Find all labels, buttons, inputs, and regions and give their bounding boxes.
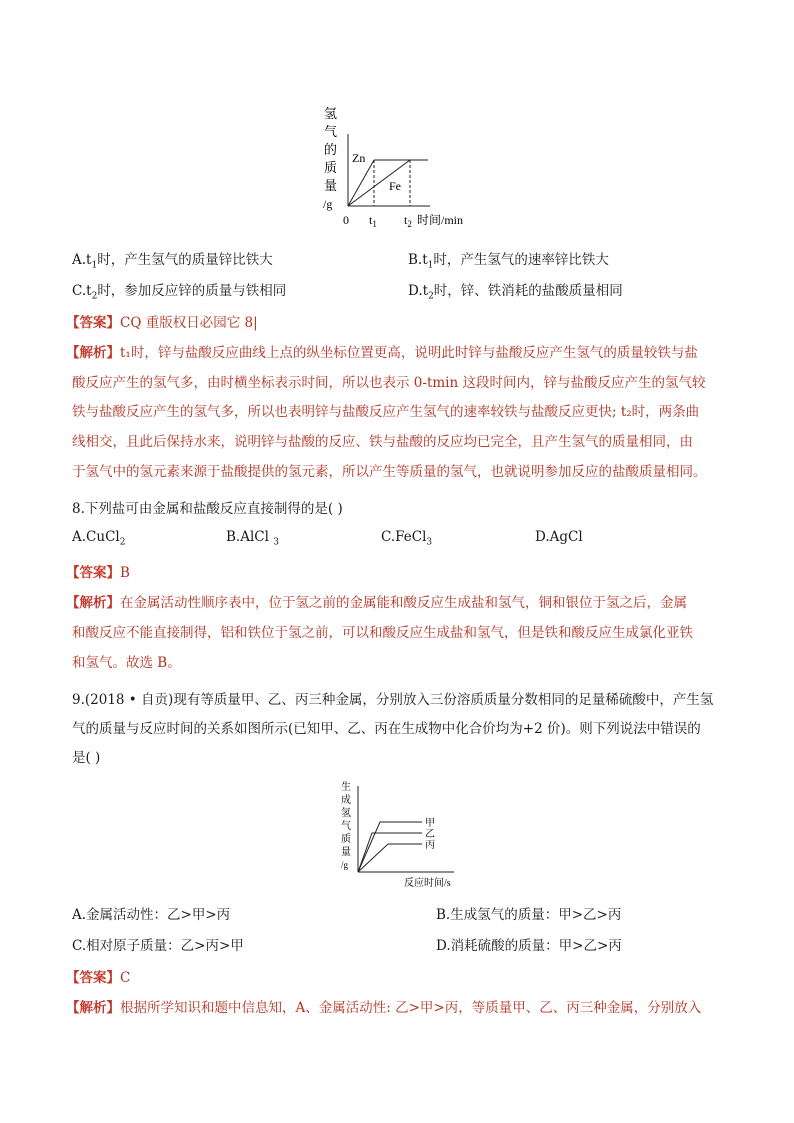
- q8-option-b[interactable]: B.AlCl $_3$: [226, 529, 279, 548]
- zn-label: Zn: [352, 151, 366, 165]
- q7-option-c[interactable]: $C.t_2$时，参加反应锌的质量与铁相同: [72, 283, 287, 302]
- q8-analysis-line: 【解析】在金属活动性顺序表中，位于氢之前的金属能和酸反应生成盐和氢气，铜和银位于氢之后，金属: [66, 595, 687, 611]
- fe-label: Fe: [389, 179, 401, 193]
- y-label-char: 生: [341, 782, 351, 793]
- q8-option-d[interactable]: D.AgCl: [535, 529, 583, 545]
- y-label-char: 气: [324, 124, 338, 139]
- q7-analysis-line: 【解析】t₁时，锌与盐酸反应曲线上点的纵坐标位置更高，说明此时锌与盐酸反应产生氢气的质量较铁与盐: [66, 345, 698, 361]
- q8-analysis-line: 和酸反应不能直接制得，铝和铁位于氢之前，可以和酸反应生成盐和氢气，但是铁和酸反应生成氯化亚铁: [72, 625, 693, 641]
- y-label-char: 量: [324, 178, 338, 193]
- origin-label: 0: [343, 213, 349, 227]
- y-label-char: 氢: [324, 106, 338, 121]
- q8-option-a[interactable]: A.CuCl$_2$: [72, 529, 126, 548]
- figure-zn-fe-hydrogen: [318, 104, 488, 230]
- series-jia: [358, 822, 422, 872]
- q8-stem: 8.下列盐可由金属和盐酸反应直接制得的是( ): [72, 501, 343, 517]
- q7-option-d[interactable]: $D.t_2$时，锌、铁消耗的盐酸质量相同: [408, 283, 623, 302]
- y-label-char: /g: [341, 860, 349, 870]
- x-label: 反应时间/s: [404, 878, 451, 889]
- q7-analysis-line: 铁与盐酸反应产生的氢气多，所以也表明锌与盐酸反应产生氢气的速率较铁与盐酸反应更快; t₂时，两条曲: [72, 404, 700, 420]
- q9-stem-line: 气的质量与反应时间的关系如图所示(已知甲、乙、丙在生成物中化合价均为+2 价)。则下列说法中错误的: [72, 721, 701, 737]
- zn-curve-rise: [348, 160, 374, 206]
- t1-label: $t_1$: [369, 213, 377, 229]
- q9-stem-line: 9.(2018 • 自贡)现有等质量甲、乙、丙三种金属，分别放入三份溶质质量分数相同的足量稀硫酸中，产生氢: [72, 692, 714, 708]
- q7-answer: 【答案】CQ 重版权日必园它 8|: [66, 315, 258, 331]
- q7-analysis-line: 酸反应产生的氢气多，由时横坐标表示时间，所以也表示 0-tmin 这段时间内，锌与盐酸反应产生的氢气较: [72, 375, 706, 391]
- q9-option-d[interactable]: D.消耗硫酸的质量：甲>乙>丙: [436, 938, 622, 954]
- y-label-char: 成: [341, 795, 351, 806]
- y-label-char: 质: [324, 160, 338, 175]
- series-bing: [358, 844, 422, 872]
- figure-hydrogen-vs-time: [336, 776, 464, 890]
- q9-stem-line: 是( ): [72, 750, 101, 766]
- q9-analysis-line: 【解析】根据所学知识和题中信息知，A、金属活动性: 乙>甲>丙，等质量甲、乙、丙三种金属，分别放入: [66, 1000, 702, 1016]
- y-label-char: 氢: [341, 808, 351, 819]
- y-label-char: 的: [324, 142, 338, 157]
- q9-option-b[interactable]: B.生成氢气的质量：甲>乙>丙: [436, 907, 622, 923]
- q7-analysis-line: 于氢气中的氢元素来源于盐酸提供的氢元素，所以产生等质量的氢气，也就说明参加反应的盐酸质量相同。: [72, 464, 707, 480]
- series-label-yi: 乙: [425, 829, 435, 840]
- q8-option-c[interactable]: C.FeCl$_3$: [381, 529, 433, 548]
- y-label-char: 气: [341, 821, 351, 832]
- q7-option-b[interactable]: $B.t_1$时，产生氢气的速率锌比铁大: [408, 252, 609, 271]
- y-label-char: 质: [341, 834, 351, 845]
- y-label-char: 量: [341, 847, 351, 858]
- q8-analysis-line: 和氢气。故选 B。: [72, 655, 181, 671]
- series-yi: [358, 833, 422, 872]
- q9-answer: 【答案】C: [66, 970, 131, 986]
- t2-label: $t_2$: [404, 213, 412, 229]
- y-label-char: /g: [323, 197, 333, 211]
- q9-option-c[interactable]: C.相对原子质量：乙>丙>甲: [72, 938, 244, 954]
- series-label-jia: 甲: [425, 818, 435, 829]
- x-label: 时间/min: [417, 213, 464, 227]
- q7-analysis-line: 线相交，且此后保持水来，说明锌与盐酸的反应、铁与盐酸的反应均已完全，且产生氢气的质量相同，由: [72, 434, 693, 450]
- q9-option-a[interactable]: A.金属活动性：乙>甲>丙: [72, 907, 231, 923]
- series-label-bing: 丙: [425, 840, 435, 851]
- q7-option-a[interactable]: $A.t_1$时，产生氢气的质量锌比铁大: [72, 252, 273, 271]
- q8-answer: 【答案】B: [66, 565, 130, 581]
